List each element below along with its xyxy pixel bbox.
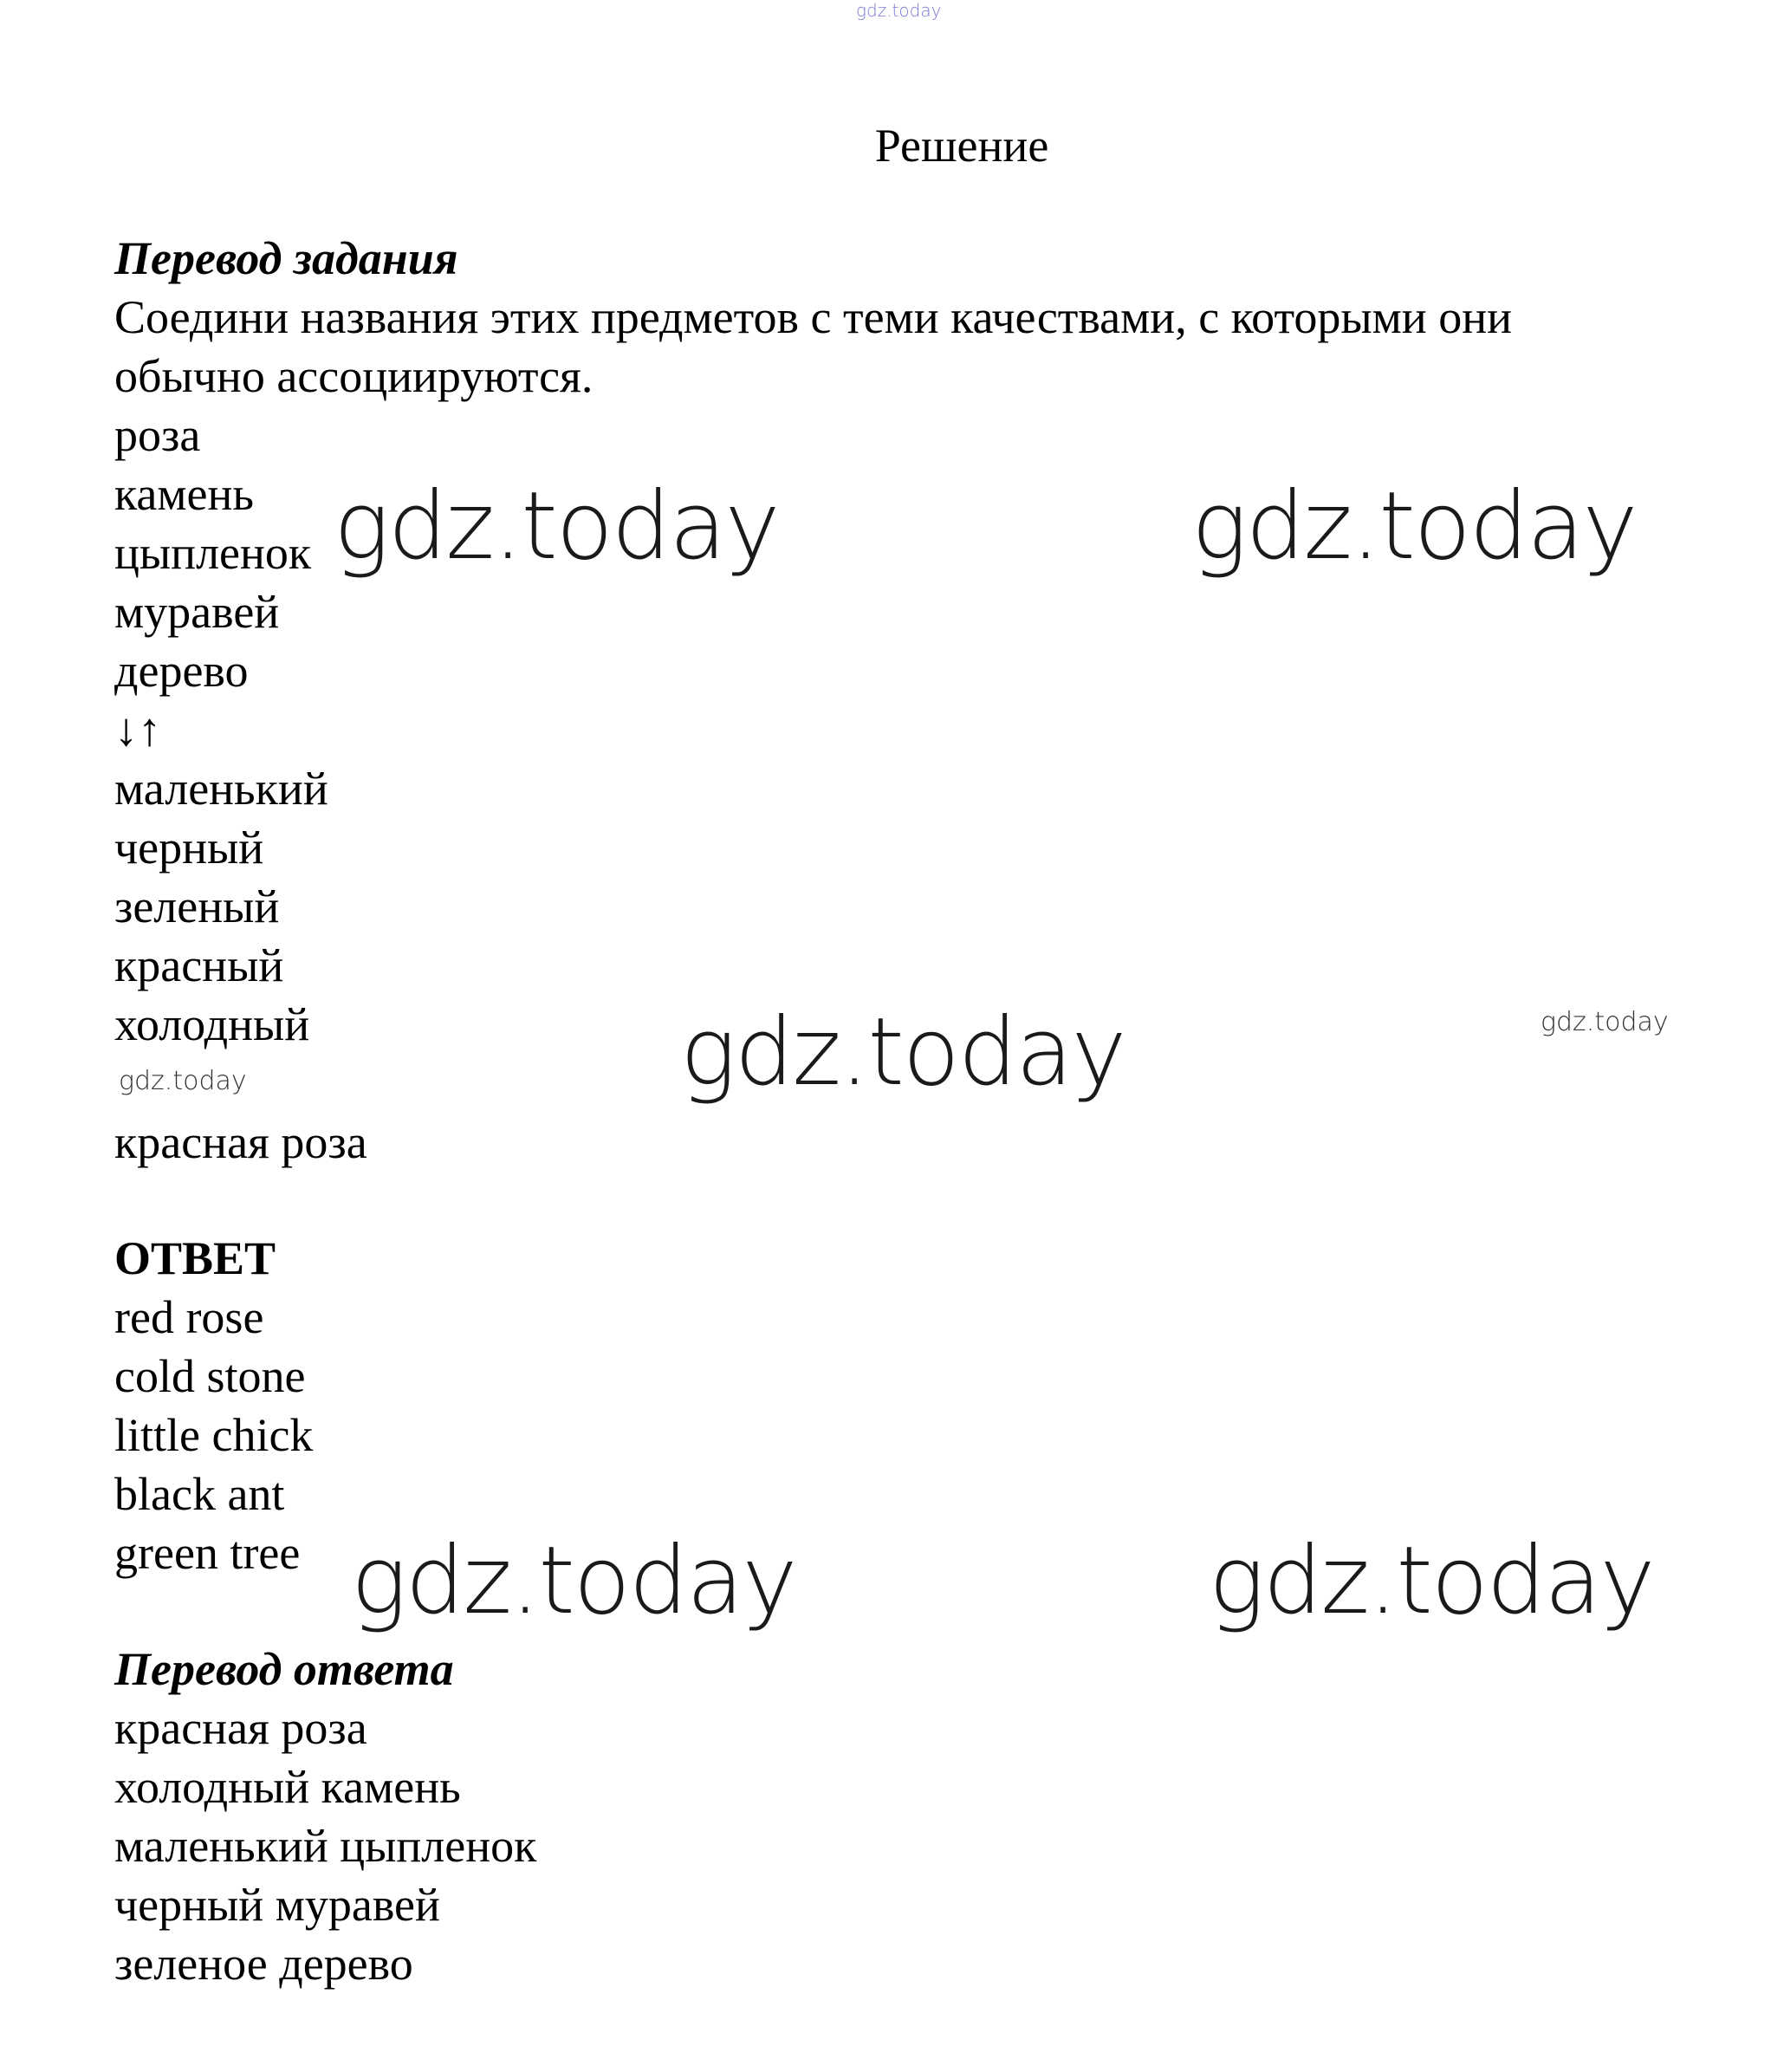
watermark-large: gdz.today xyxy=(1191,472,1637,581)
answer-translation-heading: Перевод ответа xyxy=(114,1643,454,1695)
answer-item: green tree xyxy=(114,1527,301,1579)
quality-item: холодный xyxy=(114,998,310,1050)
answer-translation-item: холодный камень xyxy=(114,1761,461,1813)
task-text-line-1: Соедини названия этих предметов с теми качествами, с которыми они xyxy=(114,291,1512,343)
quality-item: зеленый xyxy=(114,880,280,932)
object-item: роза xyxy=(114,409,201,461)
page-title: Решение xyxy=(874,120,1049,172)
watermark-small: gdz.today xyxy=(1541,1007,1669,1037)
task-translation-heading: Перевод задания xyxy=(114,232,458,284)
answer-heading: ОТВЕТ xyxy=(114,1232,276,1284)
example-phrase: красная роза xyxy=(114,1116,367,1168)
watermark-large: gdz.today xyxy=(351,1527,796,1635)
watermark-large: gdz.today xyxy=(1209,1527,1654,1635)
object-item: дерево xyxy=(114,645,249,697)
watermark-large: gdz.today xyxy=(334,472,779,581)
watermark-top: gdz.today xyxy=(856,0,942,21)
match-arrows: ↓↑ xyxy=(114,704,161,756)
object-item: камень xyxy=(114,468,255,520)
answer-translation-item: черный муравей xyxy=(114,1879,440,1931)
quality-item: красный xyxy=(114,939,284,991)
object-item: муравей xyxy=(114,586,280,638)
answer-translation-item: маленький цыпленок xyxy=(114,1820,537,1872)
answer-item: black ant xyxy=(114,1468,285,1520)
task-text-line-2: обычно ассоциируются. xyxy=(114,350,594,402)
watermark-small: gdz.today xyxy=(119,1066,247,1096)
answer-translation-item: зеленое дерево xyxy=(114,1938,413,1990)
answer-item: cold stone xyxy=(114,1350,306,1402)
answer-item: little chick xyxy=(114,1409,314,1461)
quality-item: черный xyxy=(114,822,264,874)
watermark-large: gdz.today xyxy=(680,998,1126,1107)
object-item: цыпленок xyxy=(114,527,312,579)
quality-item: маленький xyxy=(114,763,328,815)
answer-item: red rose xyxy=(114,1291,264,1343)
answer-translation-item: красная роза xyxy=(114,1702,367,1754)
